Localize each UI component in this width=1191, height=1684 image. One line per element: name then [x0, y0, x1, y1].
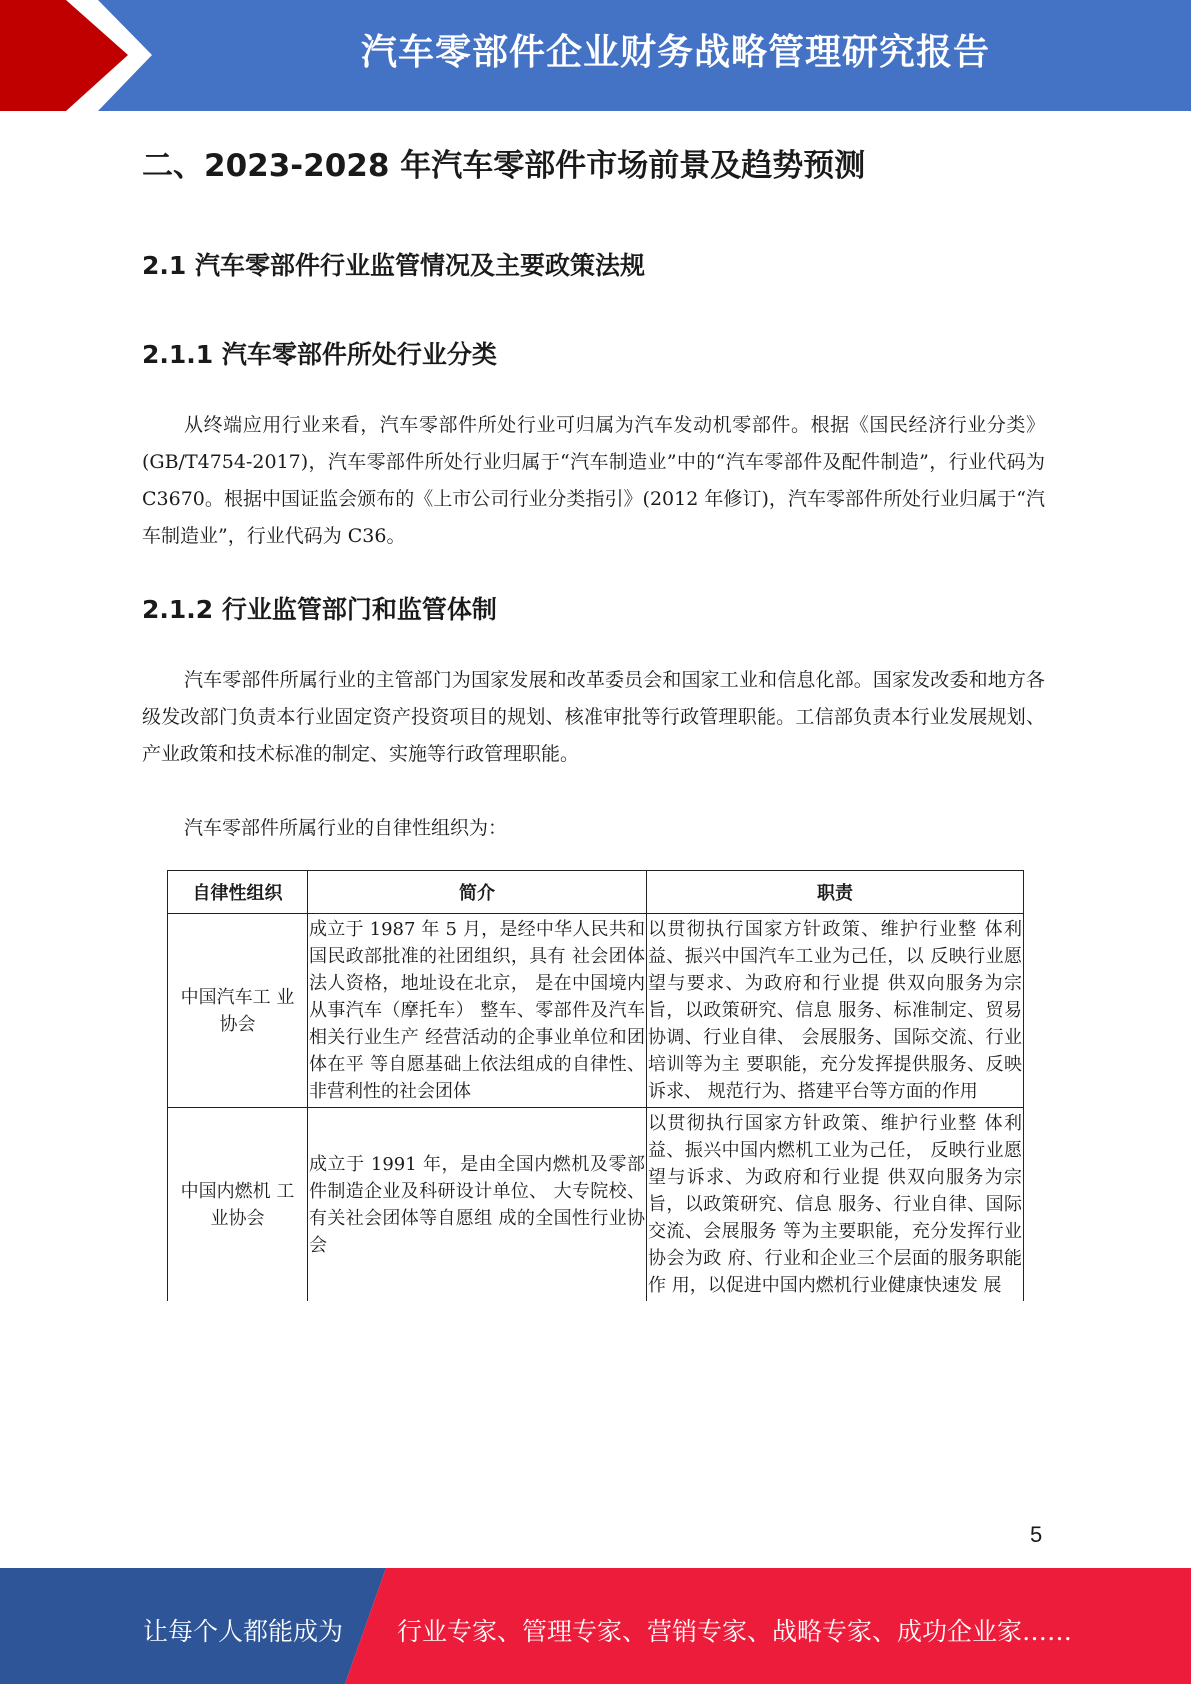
subsubsection-heading-classification: 2.1.1 汽车零部件所处行业分类 — [142, 340, 497, 369]
org-duty-cell: 以贯彻执行国家方针政策、维护行业整 体利益、振兴中国汽车工业为己任，以 反映行业愿望与要求、为政府和行业提 供双向服务为宗旨，以政策研究、信息 服务、标准制定、贸易协调、行业自律、 会展服务、国际交流、行业培训等为主 要职能，充分发挥提供服务、反映诉求、 规范行为、搭建平台等方面的作用 — [647, 914, 1024, 1108]
organizations-intro: 汽车零部件所属行业的自律性组织为： — [184, 817, 508, 839]
org-intro-cell: 成立于 1987 年 5 月，是经中华人民共和国民政部批准的社团组织，具有 社会团体法人资格，地址设在北京， 是在中国境内从事汽车（摩托车） 整车、零部件及汽车相关行业生产 经营活动的企事业单位和团体在平 等自愿基础上依法组成的自律性、 非营利性的社会团体 — [308, 914, 647, 1108]
org-intro-cell: 成立于 1991 年，是由全国内燃机及零部件制造企业及科研设计单位、 大专院校、有关社会团体等自愿组 成的全国性行业协会 — [308, 1108, 647, 1302]
column-header-org: 自律性组织 — [168, 871, 308, 914]
header-arrow-decoration — [0, 0, 160, 111]
subsection-heading: 2.1 汽车零部件行业监管情况及主要政策法规 — [142, 251, 645, 280]
org-duty-cell: 以贯彻执行国家方针政策、维护行业整 体利益、振兴中国内燃机工业为己任， 反映行业愿望与诉求、为政府和行业提 供双向服务为宗旨，以政策研究、信息 服务、行业自律、国际交流、会展服务 等为主要职能，充分发挥行业协会为政 府、行业和企业三个层面的服务职能作 用，以促进中国内燃机行业健康快速发 展 — [647, 1108, 1024, 1302]
column-header-duty: 职责 — [647, 871, 1024, 914]
report-title: 汽车零部件企业财务战略管理研究报告 — [360, 32, 990, 73]
footer-slogan-left: 让每个人都能成为 — [143, 1617, 344, 1646]
footer-slogan-right: 行业专家、管理专家、营销专家、战略专家、成功企业家…… — [397, 1617, 1073, 1646]
table-header-row — [168, 871, 1024, 914]
table-row — [168, 914, 1024, 1108]
section-heading: 二、2023-2028 年汽车零部件市场前景及趋势预测 — [142, 148, 866, 184]
organizations-table — [167, 870, 1024, 1301]
org-name-cell: 中国汽车工 业协会 — [168, 914, 308, 1108]
page-number: 5 — [1030, 1522, 1043, 1547]
classification-paragraph: 从终端应用行业来看，汽车零部件所处行业可归属为汽车发动机零部件。根据《国民经济行业分类》(GB/T4754-2017)，汽车零部件所处行业归属于“汽车制造业”中的“汽车零部件及配件制造”，行业代码为 C3670。根据中国证监会颁布的《上市公司行业分类指引》(2012 年修订)，汽车零部件所处行业归属于“汽车制造业”，行业代码为 C36。 — [142, 414, 1045, 547]
subsubsection-heading-regulation: 2.1.2 行业监管部门和监管体制 — [142, 595, 497, 624]
column-header-intro: 简介 — [308, 871, 647, 914]
table-row — [168, 1108, 1024, 1302]
regulation-paragraph: 汽车零部件所属行业的主管部门为国家发展和改革委员会和国家工业和信息化部。国家发改委和地方各级发改部门负责本行业固定资产投资项目的规划、核准审批等行政管理职能。工信部负责本行业发展规划、产业政策和技术标准的制定、实施等行政管理职能。 — [142, 669, 1045, 765]
org-name-cell: 中国内燃机 工业协会 — [168, 1108, 308, 1302]
